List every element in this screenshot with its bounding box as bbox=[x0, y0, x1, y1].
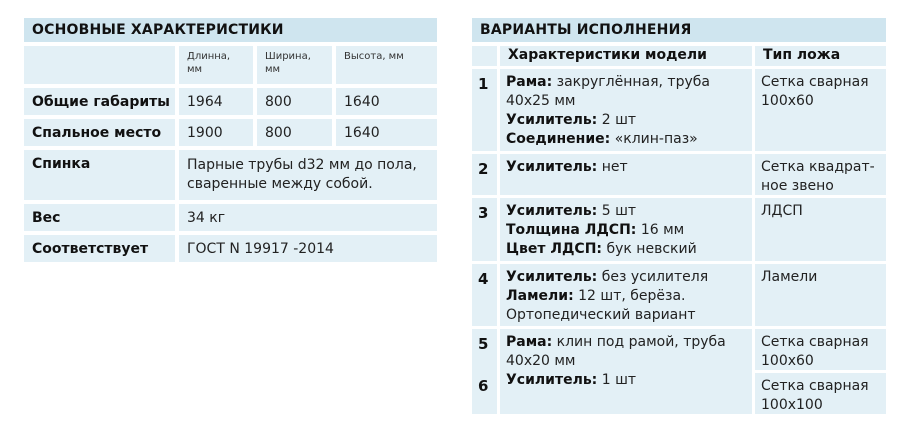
col-header-empty bbox=[24, 46, 175, 84]
row-overall-label: Общие габариты bbox=[24, 88, 175, 115]
row-overall-width: 800 bbox=[257, 88, 332, 115]
col-header-length: Длинна, мм bbox=[179, 46, 253, 84]
row-overall-height: 1640 bbox=[336, 88, 437, 115]
variant-4-number: 4 bbox=[472, 264, 497, 326]
variant-6-number: 6 bbox=[478, 377, 489, 395]
variant-6-type: Сетка сварная 100х100 bbox=[755, 373, 886, 414]
variant-5-6-model: Рама: клин под рамой, труба 40х20 мм Усилитель: 1 шт bbox=[500, 329, 752, 414]
variant-2-model: Усилитель: нет bbox=[500, 154, 752, 195]
variant-1-number: 1 bbox=[472, 69, 497, 151]
variant-5-number: 5 bbox=[478, 335, 489, 353]
variant-2-number: 2 bbox=[472, 154, 497, 195]
row-conforms-label: Соответствует bbox=[24, 235, 175, 262]
row-sleep-label: Спальное место bbox=[24, 119, 175, 146]
left-title-text: ОСНОВНЫЕ ХАРАКТЕРИСТИКИ bbox=[32, 22, 284, 38]
row-weight-value: 34 кг bbox=[179, 204, 437, 231]
variant-3-number: 3 bbox=[472, 198, 497, 261]
right-title bbox=[472, 18, 886, 42]
variant-1-type: Сетка сварная 100х60 bbox=[755, 69, 886, 151]
right-header-num bbox=[472, 46, 497, 66]
row-weight-label: Вес bbox=[24, 204, 175, 231]
variant-4-type: Ламели bbox=[755, 264, 886, 326]
left-title bbox=[24, 18, 437, 42]
variant-3-type: ЛДСП bbox=[755, 198, 886, 261]
right-title-text: ВАРИАНТЫ ИСПОЛНЕНИЯ bbox=[480, 22, 692, 38]
row-overall-length: 1964 bbox=[179, 88, 253, 115]
col-header-height: Высота, мм bbox=[336, 46, 437, 84]
right-header-model: Характеристики модели bbox=[500, 46, 752, 66]
col-header-width: Ширина, мм bbox=[257, 46, 332, 84]
row-sleep-height: 1640 bbox=[336, 119, 437, 146]
variant-5-type: Сетка сварная 100х60 bbox=[755, 329, 886, 370]
row-conforms-value: ГОСТ N 19917 -2014 bbox=[179, 235, 437, 262]
row-sleep-width: 800 bbox=[257, 119, 332, 146]
variant-3-model: Усилитель: 5 шт Толщина ЛДСП: 16 мм Цвет ЛДСП: бук невский bbox=[500, 198, 752, 261]
row-spinka-value: Парные трубы d32 мм до пола, сваренные между собой. bbox=[179, 150, 437, 200]
variant-2-type: Сетка квадрат- ное звено bbox=[755, 154, 886, 195]
right-header-type: Тип ложа bbox=[755, 46, 886, 66]
variant-4-model: Усилитель: без усилителя Ламели: 12 шт, берёза. Ортопедический вариант bbox=[500, 264, 752, 326]
variant-1-model: Рама: закруглённая, труба 40х25 мм Усилитель: 2 шт Соединение: «клин-паз» bbox=[500, 69, 752, 151]
row-spinka-label: Спинка bbox=[24, 150, 175, 200]
row-sleep-length: 1900 bbox=[179, 119, 253, 146]
